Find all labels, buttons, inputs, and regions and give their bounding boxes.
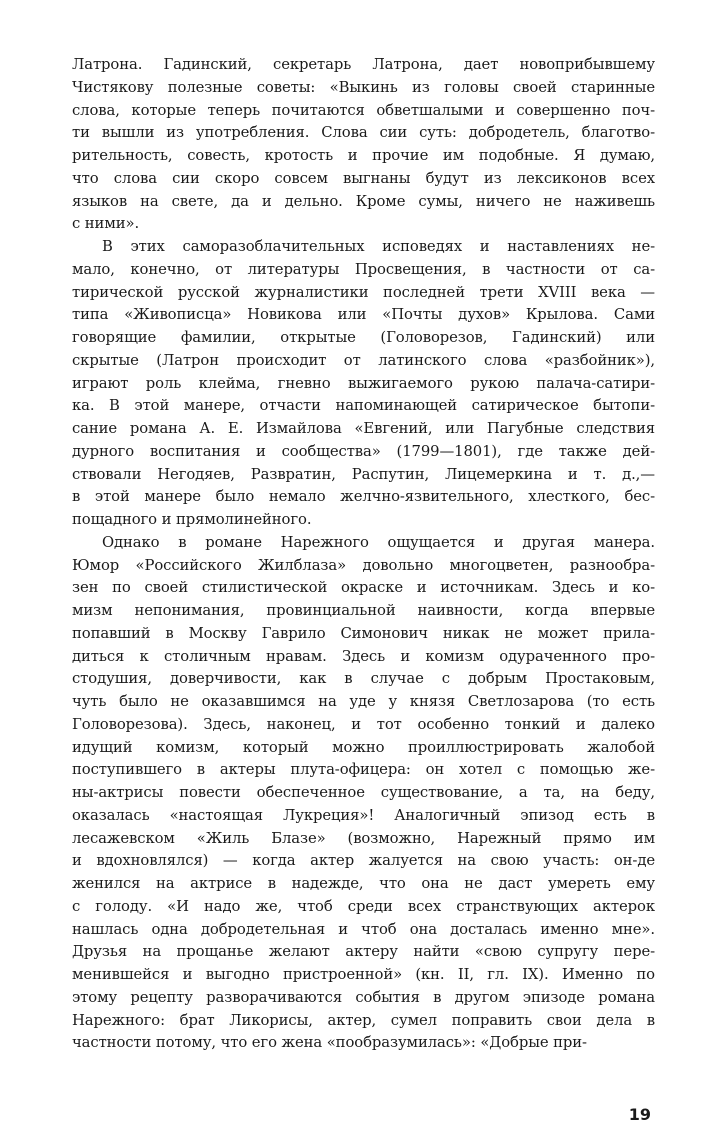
text-line: скрытые (Латрон происходит от латинского слова «разбойник»), — [72, 351, 655, 369]
text-line: что слова сии скоро совсем выгнаны будут из лексиконов всех — [72, 169, 655, 187]
text-line: нашлась одна добродетельная и чтоб она досталась именно мне». — [72, 920, 655, 938]
text-line: мизм непонимания, провинциальной наивности, когда впервые — [72, 602, 655, 619]
text-line: языков на свете, да и дельно. Кроме сумы, ничего не наживешь — [72, 192, 655, 210]
text-line: В этих саморазоблачительных исповедях и наставлениях не- — [102, 238, 655, 255]
text-line: рительность, совесть, кротость и прочие им подобные. Я думаю, — [72, 147, 655, 164]
text-line: сание романа А. Е. Измайлова «Евгений, или Пагубные следствия — [72, 420, 655, 437]
text-line: с голоду. «И надо же, чтоб среди всех странствующих актерок — [72, 897, 655, 915]
text-line: и вдохновлялся) — когда актер жалуется на свою участь: он-де — [72, 852, 655, 870]
text-line: диться к столичным нравам. Здесь и комизм одураченного про- — [72, 647, 655, 665]
page-number: 19 — [628, 1105, 651, 1124]
text-line: в этой манере было немало желчно-язвительного, хлесткого, бес- — [72, 488, 655, 506]
text-line: ствовали Негодяев, Развратин, Распутин, Лицемеркина и т. д.,— — [72, 465, 655, 483]
text-line: пощадного и прямолинейного. — [72, 511, 312, 528]
text-line: Друзья на прощанье желают актеру найти «свою супругу пере- — [72, 943, 655, 961]
text-line: типа «Живописца» Новикова или «Почты духов» Крылова. Сами — [72, 306, 655, 324]
text-line: чуть было не оказавшимся на уде у князя Светлозарова (то есть — [72, 693, 655, 710]
body-text — [72, 54, 655, 1055]
paragraph — [72, 54, 655, 236]
paragraph — [72, 532, 655, 1055]
text-line: тирической русской журналистики последней трети XVIII века — — [72, 283, 655, 301]
text-line: Однако в романе Нарежного ощущается и другая манера. — [102, 533, 655, 551]
text-line: говорящие фамилии, открытые (Головорезов, Гадинский) или — [72, 329, 655, 346]
text-line: менившейся и выгодно пристроенной» (кн. II, гл. IX). Именно по — [72, 966, 655, 983]
paragraph — [72, 236, 655, 532]
text-line: Латрона. Гадинский, секретарь Латрона, дает новоприбывшему — [72, 56, 655, 73]
text-line: идущий комизм, который можно проиллюстрировать жалобой — [72, 738, 655, 756]
text-line: Чистякову полезные советы: «Выкинь из головы своей старинные — [72, 78, 655, 96]
text-line: мало, конечно, от литературы Просвещения, в частности от са- — [72, 260, 655, 278]
text-line: лесажевском «Жиль Блазе» (возможно, Нарежный прямо им — [72, 829, 655, 847]
text-line: зен по своей стилистической окраске и источникам. Здесь и ко- — [72, 579, 655, 597]
text-line: Нарежного: брат Ликорисы, актер, сумел поправить свои дела в — [72, 1011, 655, 1029]
text-line: оказалась «настоящая Лукреция»! Аналогичный эпизод есть в — [72, 806, 655, 824]
book-page — [72, 54, 655, 1124]
text-line: частности потому, что его жена «пообразумилась»: «Добрые при- — [72, 1034, 587, 1052]
text-line: стодушия, доверчивости, как в случае с добрым Простаковым, — [72, 670, 655, 688]
text-line: слова, которые теперь почитаются обветшалыми и совершенно поч- — [72, 101, 655, 119]
text-line: Головорезова). Здесь, наконец, и тот особенно тонкий и далеко — [72, 715, 655, 733]
text-line: женился на актрисе в надежде, что она не даст умереть ему — [72, 875, 655, 892]
text-line: поступившего в актеры плута-офицера: он хотел с помощью же- — [72, 761, 655, 779]
text-line: играют роль клейма, гневно выжигаемого рукою палача-сатири- — [72, 374, 655, 392]
text-line: с ними». — [72, 215, 140, 233]
text-line: ны-актрисы повести обеспеченное существование, а та, на беду, — [72, 784, 655, 801]
text-line: этому рецепту разворачиваются события в другом эпизоде романа — [72, 988, 655, 1006]
text-line: Юмор «Российского Жилблаза» довольно многоцветен, разнообра- — [72, 556, 655, 574]
text-line: дурного воспитания и сообщества» (1799—1801), где также дей- — [72, 442, 655, 460]
text-line: попавший в Москву Гаврило Симонович никак не может прила- — [72, 624, 655, 642]
text-line: ти вышли из употребления. Слова сии суть: добродетель, благотво- — [72, 124, 655, 142]
text-line: ка. В этой манере, отчасти напоминающей сатирическое бытопи- — [72, 397, 655, 415]
